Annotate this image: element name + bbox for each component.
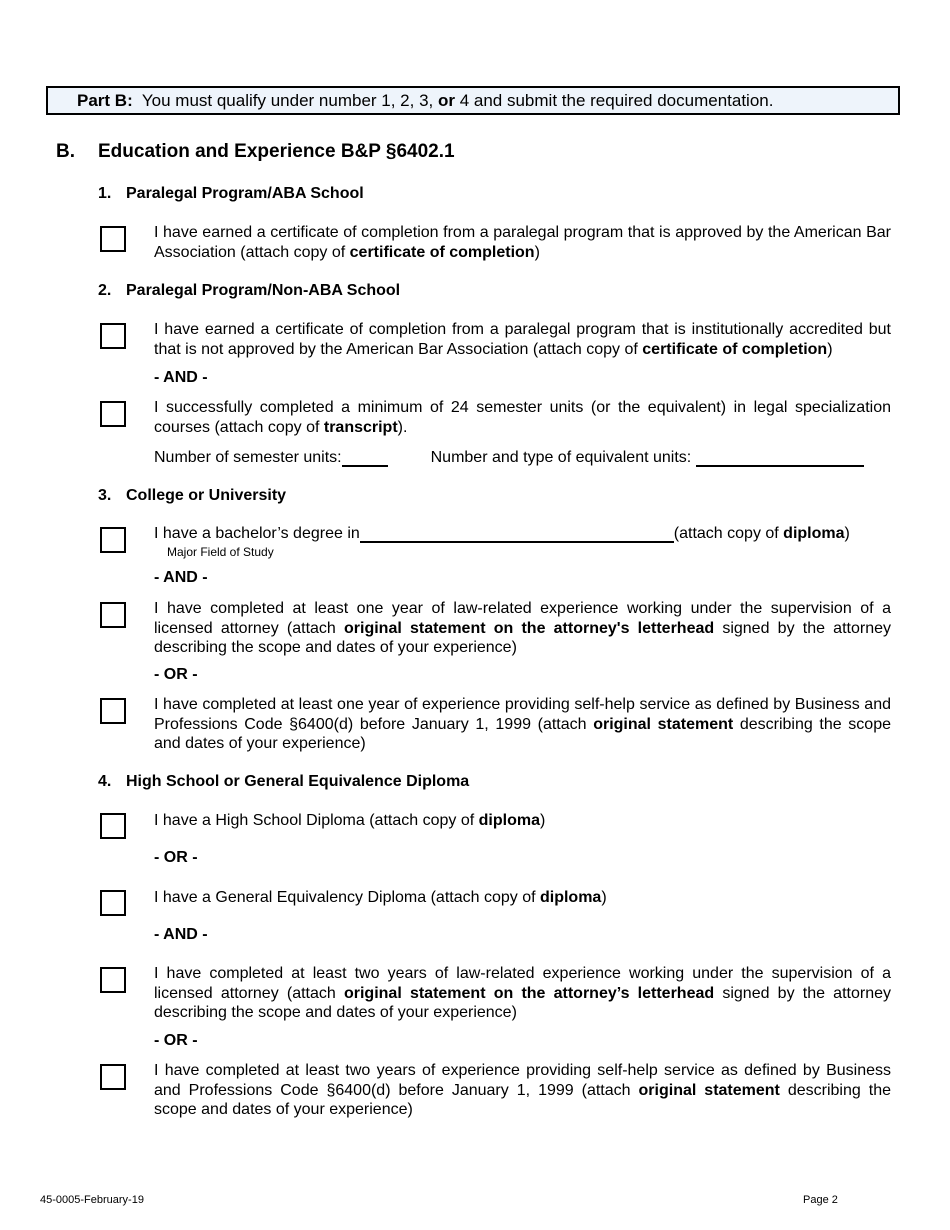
- high-school-diploma-text-c: ): [539, 812, 546, 829]
- subsection-2-number: 2.: [98, 282, 112, 299]
- non-aba-certificate-bold: certificate of completion: [642, 340, 828, 358]
- one-year-attorney-text-a: I have completed at least one year of law-related experience working under the supervision of a licensed attorney (attach: [154, 600, 891, 637]
- semester-units-input[interactable]: [342, 450, 388, 467]
- aba-certificate-text: [154, 223, 891, 262]
- non-aba-certificate-text-c: ): [827, 340, 833, 358]
- bachelors-degree-text-a: I have a bachelor’s degree in: [154, 525, 360, 542]
- one-year-self-help-text: [154, 695, 891, 754]
- section-title: Education and Experience B&P §6402.1: [98, 141, 455, 162]
- ged-text-c: ): [601, 889, 607, 906]
- ged-checkbox[interactable]: [100, 890, 126, 916]
- ged-text: [154, 888, 891, 908]
- two-year-self-help-checkbox[interactable]: [100, 1064, 126, 1090]
- original-statement-bold: original statement: [638, 1081, 780, 1099]
- one-year-attorney-text: [154, 599, 891, 658]
- subsection-4-title: High School or General Equivalence Diploma: [126, 773, 470, 790]
- subsection-4-heading: [98, 773, 469, 791]
- subsection-1-number: 1.: [98, 185, 112, 202]
- and-separator: - AND -: [154, 926, 208, 943]
- transcript-bold: transcript: [323, 418, 398, 436]
- subsection-2-title: Paralegal Program/Non-ABA School: [126, 282, 401, 299]
- subsection-3-number: 3.: [98, 487, 112, 504]
- semester-units-text: [154, 398, 891, 437]
- one-year-self-help-text-a: I have completed at least one year of experience providing self-help service as defined by Business and Professions Code §6400(d) before January 1, 1999 (attach: [154, 696, 891, 733]
- major-field-input[interactable]: [360, 526, 674, 543]
- two-year-self-help-text-a: I have completed at least two years of experience providing self-help service as defined by Business and Professions Code §6400(d) before January 1, 1999 (attach: [154, 1062, 891, 1099]
- diploma-bold: diploma: [783, 525, 845, 542]
- one-year-attorney-checkbox[interactable]: [100, 602, 126, 628]
- subsection-1-title: Paralegal Program/ABA School: [126, 185, 364, 202]
- high-school-diploma-checkbox[interactable]: [100, 813, 126, 839]
- two-year-self-help-text: [154, 1061, 891, 1120]
- attorney-letterhead-bold: original statement on the attorney's letterhead: [344, 619, 715, 637]
- aba-certificate-bold: certificate of completion: [349, 243, 535, 261]
- non-aba-certificate-text-a: I have earned a certificate of completion from a paralegal program that is institutionally accredited but that is not approved by the American Bar Association (attach copy of: [154, 321, 891, 358]
- two-year-attorney-text-a: I have completed at least two years of law-related experience working under the supervision of a licensed attorney (attach: [154, 965, 891, 1002]
- bachelors-degree-text-b: (attach copy of: [673, 525, 784, 542]
- and-separator: - AND -: [154, 569, 208, 586]
- part-b-label: Part B:: [77, 91, 133, 110]
- two-year-attorney-text-c: signed by the attorney describing the scope and dates of your experience): [154, 984, 891, 1021]
- aba-certificate-checkbox[interactable]: [100, 226, 126, 252]
- major-field-label: Major Field of Study: [167, 545, 274, 559]
- two-year-attorney-checkbox[interactable]: [100, 967, 126, 993]
- aba-certificate-text-c: ): [534, 243, 540, 261]
- part-b-text: You must qualify under number 1, 2, 3,: [141, 91, 438, 110]
- semester-units-text-c: ).: [397, 418, 408, 436]
- diploma-bold: diploma: [478, 812, 540, 829]
- part-b-text-end: 4 and submit the required documentation.: [454, 91, 774, 110]
- semester-units-checkbox[interactable]: [100, 401, 126, 427]
- bachelors-degree-text-d: ): [844, 525, 850, 542]
- subsection-4-number: 4.: [98, 773, 112, 790]
- bachelors-degree-checkbox[interactable]: [100, 527, 126, 553]
- subsection-1-heading: [98, 185, 364, 203]
- two-year-self-help-text-c: describing the scope and dates of your experience): [154, 1081, 892, 1118]
- semester-units-text-a: I successfully completed a minimum of 24 semester units (or the equivalent) in legal specialization courses (attach copy of: [154, 399, 891, 436]
- part-b-or: or: [437, 91, 455, 110]
- original-statement-bold: original statement: [593, 715, 734, 733]
- two-year-attorney-text: [154, 964, 891, 1023]
- one-year-self-help-text-c: describing the scope and dates of your experience): [154, 715, 892, 752]
- non-aba-certificate-text: [154, 320, 891, 359]
- semester-units-label: Number of semester units:: [154, 449, 342, 466]
- or-separator: - OR -: [154, 666, 198, 683]
- or-separator: - OR -: [154, 849, 198, 866]
- one-year-attorney-text-c: signed by the attorney describing the scope and dates of your experience): [154, 619, 891, 656]
- one-year-self-help-checkbox[interactable]: [100, 698, 126, 724]
- ged-text-a: I have a General Equivalency Diploma (attach copy of: [154, 889, 540, 906]
- subsection-3-title: College or University: [126, 487, 287, 504]
- form-id: 45-0005-February-19: [40, 1194, 144, 1206]
- part-b-banner: [46, 86, 900, 115]
- subsection-3-heading: [98, 487, 286, 505]
- section-letter: B.: [56, 141, 75, 162]
- or-separator: - OR -: [154, 1032, 198, 1049]
- equivalent-units-label: Number and type of equivalent units:: [430, 449, 692, 466]
- equivalent-units-input[interactable]: [696, 450, 864, 467]
- attorney-letterhead-bold: original statement on the attorney’s letterhead: [343, 984, 715, 1002]
- units-row: [154, 448, 891, 468]
- non-aba-certificate-checkbox[interactable]: [100, 323, 126, 349]
- and-separator: - AND -: [154, 369, 208, 386]
- diploma-bold: diploma: [539, 889, 602, 906]
- subsection-2-heading: [98, 282, 400, 300]
- high-school-diploma-text-a: I have a High School Diploma (attach copy of: [154, 812, 479, 829]
- high-school-diploma-text: [154, 811, 891, 831]
- aba-certificate-text-a: I have earned a certificate of completion from a paralegal program that is approved by the American Bar Association (attach copy of: [154, 224, 891, 261]
- bachelors-degree-text: [154, 524, 891, 544]
- page-number: Page 2: [803, 1194, 838, 1206]
